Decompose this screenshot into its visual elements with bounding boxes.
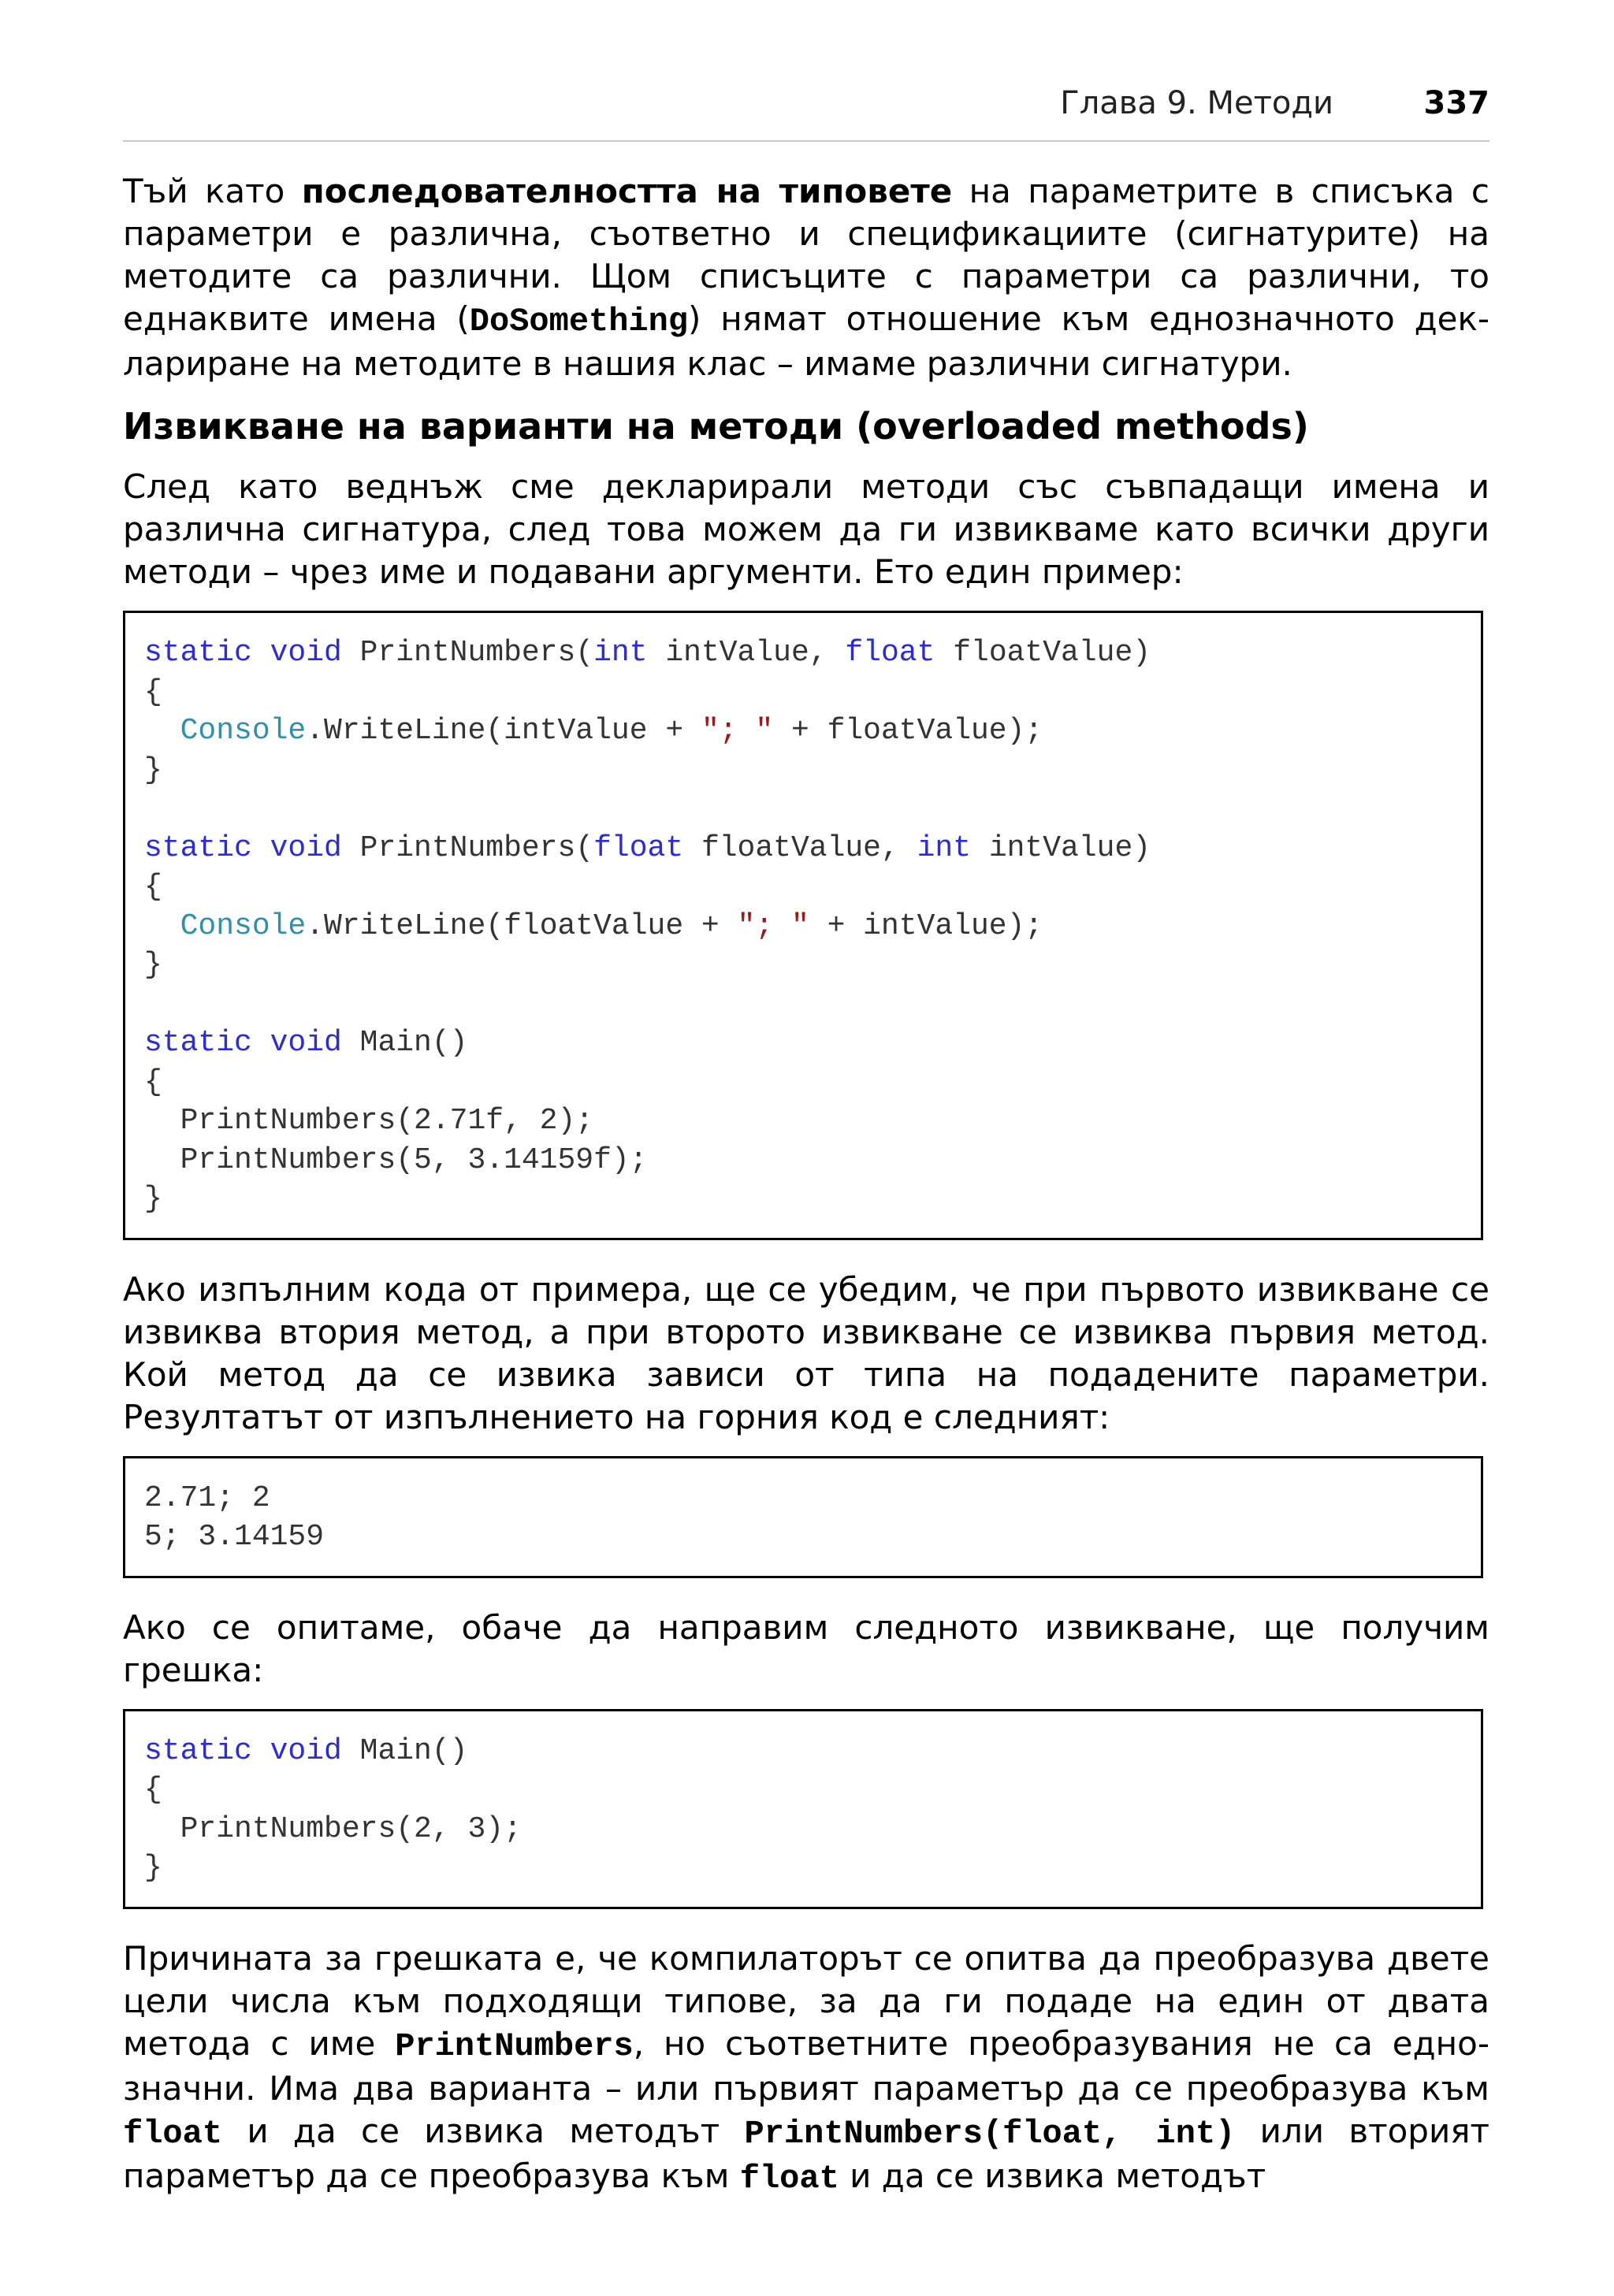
- inline-code: PrintNumbers: [395, 2027, 634, 2065]
- chapter-title: Глава 9. Методи: [1060, 85, 1333, 121]
- code-text: PrintNumbers(: [341, 830, 594, 865]
- page-content: [123, 170, 1489, 2217]
- code-keyword: float: [845, 636, 935, 670]
- code-keyword: static void: [144, 636, 342, 670]
- bold-text: последователността на типовете: [301, 172, 953, 210]
- section-heading: Извикване на варианти на методи (overloaded methods): [123, 405, 1309, 448]
- code-text: intValue,: [647, 636, 846, 670]
- code-line: [144, 633, 1462, 673]
- text-run: на параметрите в списъка с параметри е различна, съответно и спецификациите (сигнатурите) на методите са различни. Щом списъците с параметри са различни, то еднаквите имена (: [123, 172, 1489, 338]
- code-keyword: static void: [144, 1026, 342, 1060]
- code-indent: [144, 714, 180, 748]
- code-blank-line: [144, 789, 1462, 829]
- code-text: + intValue);: [809, 908, 1043, 943]
- code-text: Main(): [341, 1026, 468, 1060]
- text-run: Тъй като: [123, 172, 302, 210]
- code-line: {: [144, 1773, 162, 1807]
- text-run: ) нямат отношение към еднозначното дек-лариране на методите в нашия клас – имаме различни сигнатури.: [123, 299, 1490, 383]
- text-run: , но съответните преобразувания не са едно-значни. Има два варианта – или първият параметър да се преобразува към: [123, 2023, 1489, 2108]
- code-block-overloads: [123, 611, 1483, 1240]
- code-text: .WriteLine(intValue +: [306, 714, 701, 748]
- output-line: 5; 3.14159: [144, 1520, 325, 1554]
- code-text: PrintNumbers(: [341, 636, 594, 670]
- code-keyword: int: [917, 830, 972, 865]
- code-text: floatValue): [935, 636, 1151, 670]
- code-type: Console: [180, 714, 307, 748]
- code-line: {: [144, 870, 162, 904]
- code-line: }: [144, 752, 162, 787]
- code-line: [144, 1732, 1462, 1771]
- code-line: [144, 711, 1462, 751]
- code-line: [144, 907, 1462, 946]
- code-text: .WriteLine(floatValue +: [306, 908, 738, 943]
- code-line: PrintNumbers(5, 3.14159f);: [144, 1142, 648, 1177]
- inline-code: DoSomething: [469, 303, 689, 340]
- code-line: {: [144, 1064, 162, 1099]
- code-text: + floatValue);: [773, 714, 1043, 748]
- paragraph-explanation: Ако изпълним кода от примера, ще се убедим, че при първото извикване се извиква втория метод, а при второто извикване се извиква първия метод. Кой метод да се извика зависи от типа на подадените параметри. Резултатът от изпълнението на горния код е следният:: [123, 1269, 1489, 1436]
- page-header: [123, 82, 1489, 142]
- text-run: и да се извика методът: [839, 2156, 1266, 2195]
- code-text: floatValue,: [683, 830, 917, 865]
- code-keyword: float: [593, 830, 684, 865]
- output-line: 2.71; 2: [144, 1481, 270, 1515]
- code-text: Main(): [341, 1733, 468, 1768]
- code-text: intValue): [971, 830, 1151, 865]
- code-keyword: static void: [144, 1733, 342, 1768]
- inline-code: PrintNumbers(float, int): [744, 2114, 1236, 2153]
- inline-code: float: [123, 2114, 223, 2153]
- code-line: {: [144, 674, 162, 709]
- code-line: }: [144, 948, 162, 982]
- output-block: [123, 1456, 1483, 1578]
- code-indent: [144, 909, 180, 943]
- inline-code: float: [739, 2159, 839, 2198]
- paragraph-intro: След като веднъж сме декларирали методи със съвпадащи имена и различна сигнатура, след това можем да ги извикваме като всички други методи – чрез име и подавани аргументи. Ето един пример:: [123, 467, 1489, 591]
- page-number: 337: [1423, 85, 1489, 121]
- code-string: "; ": [701, 714, 774, 748]
- code-line: [144, 829, 1462, 868]
- code-line: }: [144, 1182, 162, 1216]
- text-run: и да се извика методът: [222, 2111, 745, 2150]
- code-line: }: [144, 1851, 162, 1885]
- code-line: PrintNumbers(2, 3);: [144, 1811, 522, 1846]
- text-run: или вторият параметър да се преобразува към: [123, 2111, 1489, 2195]
- paragraph-reason: [123, 1937, 1489, 2200]
- paragraph-signatures: [123, 170, 1489, 385]
- code-type: Console: [180, 908, 307, 943]
- code-line: PrintNumbers(2.71f, 2);: [144, 1104, 594, 1138]
- code-blank-line: [144, 985, 1462, 1024]
- code-keyword: static void: [144, 830, 342, 865]
- code-string: "; ": [737, 908, 809, 943]
- code-block-error: [123, 1709, 1483, 1909]
- code-keyword: int: [593, 636, 648, 670]
- text-run: Причината за грешката е, че компилаторът се опитва да преобразува двете цели числа към подходящи типове, за да ги подаде на един от двата метода с име: [123, 1938, 1489, 2063]
- paragraph-error: Ако се опитаме, обаче да направим следното извикване, ще получим грешка:: [123, 1607, 1489, 1689]
- code-line: [144, 1024, 1462, 1063]
